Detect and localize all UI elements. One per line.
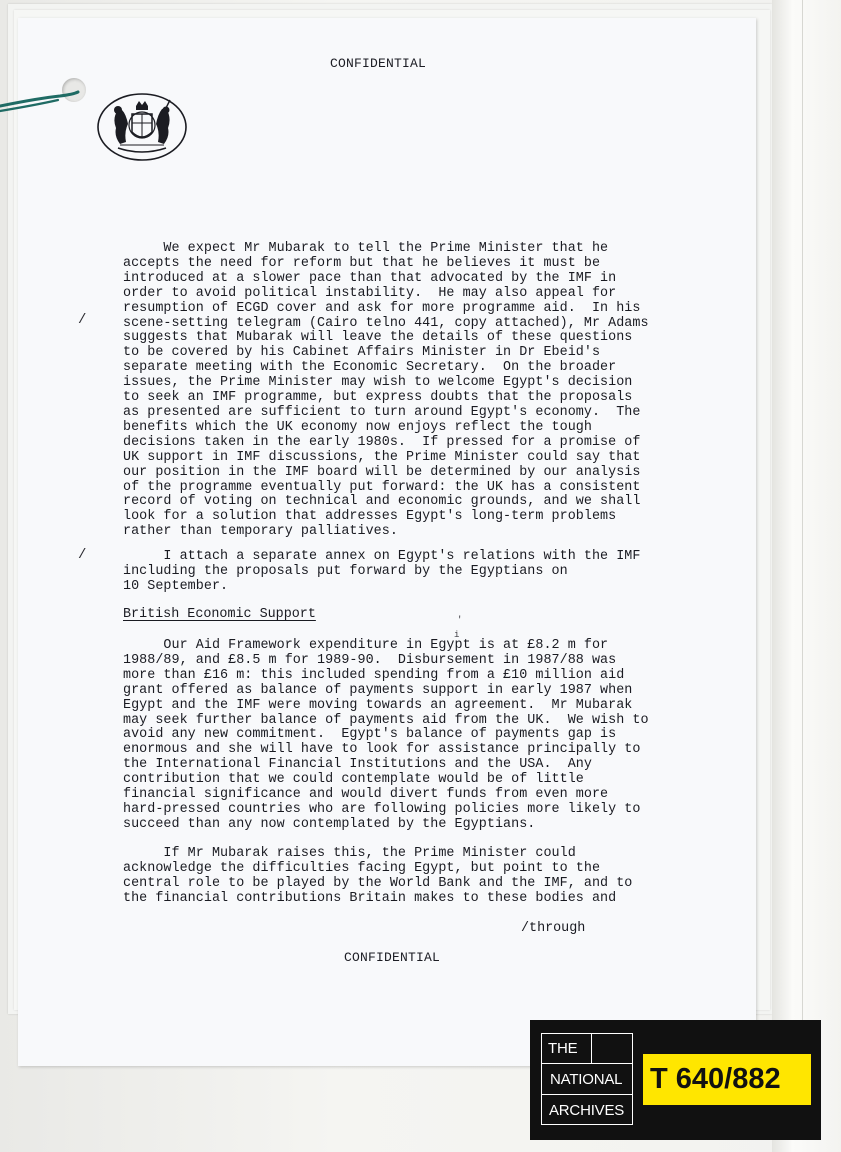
classification-header: CONFIDENTIAL: [330, 56, 427, 71]
body-paragraph: I attach a separate annex on Egypt's relations with the IMF including the proposals put forward by the Egyptians on 10 September.: [123, 549, 641, 594]
margin-annotation: /: [78, 312, 87, 328]
catchword: /through: [521, 921, 586, 936]
folder-edge: [772, 0, 841, 1152]
document-page: [18, 18, 756, 1066]
catalogue-reference: T 640/882: [650, 1063, 781, 1095]
logo-word-national: NATIONAL: [550, 1071, 623, 1088]
body-paragraph: If Mr Mubarak raises this, the Prime Minister could acknowledge the difficulties facing Egypt, but point to the central role to be played by the World Bank and the IMF, and to the financial contributions Britain makes to these bodies and: [123, 846, 633, 906]
logo-word-archives: ARCHIVES: [549, 1102, 625, 1119]
folder-divider: [802, 0, 803, 1040]
logo-divider: [541, 1094, 633, 1095]
section-heading: British Economic Support: [123, 607, 316, 622]
body-paragraph: Our Aid Framework expenditure in Egypt is at £8.2 m for 1988/89, and £8.5 m for 1989-90. Disbursement in 1987/88 was more than £16 m: this included spending from a £10 million aid grant offered as balance of payments support in early 1987 when Egypt and the IMF were moving towards an agreement. Mr Mubarak may seek further balance of payments aid from the UK. We wish to avoid any new commitment. Egypt's balance of payments gap is enormous and she will have to look for assistance principally to the International Financial Institutions and the USA. Any contribution that we could contemplate would be of little financial significance and would divert funds from even more hard-pressed countries who are following policies more likely to succeed than any now contemplated by the Egyptians.: [123, 638, 649, 832]
logo-divider: [591, 1033, 592, 1064]
stray-mark: ': [457, 615, 463, 625]
body-paragraph: We expect Mr Mubarak to tell the Prime Minister that he accepts the need for reform but that he believes it must be introduced at a slower pace than that advocated by the IMF in order to avoid political instability. He may also appeal for resumption of ECGD cover and ask for more programme aid. In his scene-setting telegram (Cairo telno 441, copy attached), Mr Adams suggests that Mubarak will leave the details of these questions to be covered by his Cabinet Affairs Minister in Dr Ebeid's separate meeting with the Economic Secretary. On the broader issues, the Prime Minister may wish to welcome Egypt's decision to seek an IMF programme, but express doubts that the proposals as presented are sufficient to turn around Egypt's economy. The benefits which the UK economy now enjoys reflect the tough decisions taken in the early 1980s. If pressed for a promise of UK support in IMF discussions, the Prime Minister could say that our position in the IMF board will be determined by our analysis of the programme eventually put forward: the UK has a consistent record of voting on technical and economic grounds, and we shall look for a solution that addresses Egypt's long-term problems rather than temporary palliatives.: [123, 241, 649, 540]
classification-footer: CONFIDENTIAL: [344, 950, 441, 965]
logo-word-the: THE: [548, 1040, 578, 1057]
royal-coat-of-arms-icon: [96, 92, 188, 162]
logo-divider: [541, 1063, 633, 1064]
treasury-tag-string: [0, 80, 86, 120]
margin-annotation: /: [78, 547, 87, 563]
stray-mark: i: [454, 630, 460, 640]
